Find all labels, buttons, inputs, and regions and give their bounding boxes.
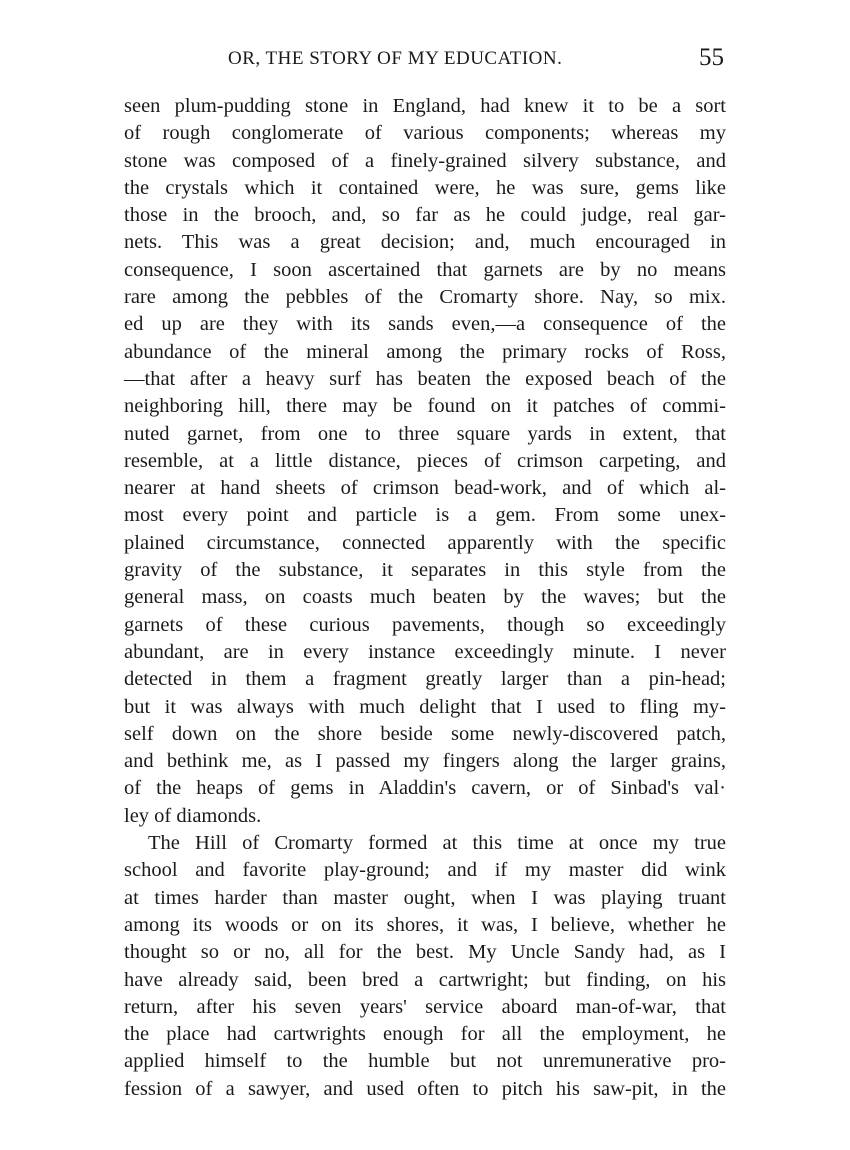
- text-line: at times harder than master ought, when I was playing truant: [124, 886, 726, 909]
- text-line: but it was always with much delight that I used to fling my-: [124, 695, 726, 718]
- running-head: [124, 44, 724, 76]
- text-line: of rough conglomerate of various components; whereas my: [124, 122, 726, 145]
- running-title: OR, THE STORY OF MY EDUCATION.: [228, 48, 563, 69]
- text-line: abundance of the mineral among the primary rocks of Ross,: [124, 340, 726, 363]
- text-line: ed up are they with its sands even,—a consequence of the: [124, 313, 726, 336]
- text-line: rare among the pebbles of the Cromarty shore. Nay, so mix.: [124, 286, 726, 309]
- text-line: general mass, on coasts much beaten by the waves; but the: [124, 586, 726, 609]
- text-line: and bethink me, as I passed my fingers along the larger grains,: [124, 750, 726, 773]
- text-line: the place had cartwrights enough for all the employment, he: [124, 1023, 726, 1046]
- text-line: nuted garnet, from one to three square yards in extent, that: [124, 422, 726, 445]
- text-line: abundant, are in every instance exceedingly minute. I never: [124, 640, 726, 663]
- text-line: of the heaps of gems in Aladdin's cavern, or of Sinbad's val·: [124, 777, 726, 800]
- text-line: —that after a heavy surf has beaten the exposed beach of the: [124, 367, 726, 390]
- text-line: the crystals which it contained were, he was sure, gems like: [124, 176, 726, 199]
- text-line: applied himself to the humble but not unremunerative pro-: [124, 1050, 726, 1073]
- text-line: seen plum-pudding stone in England, had knew it to be a sort: [124, 95, 726, 117]
- paragraph-end-line: ley of diamonds.: [124, 804, 262, 827]
- paragraph-start-line: The Hill of Cromarty formed at this time at once my true: [148, 832, 726, 855]
- text-line: consequence, I soon ascertained that garnets are by no means: [124, 258, 726, 281]
- page-number: 55: [699, 44, 724, 71]
- text-line: those in the brooch, and, so far as he could judge, real gar-: [124, 204, 726, 227]
- text-line: garnets of these curious pavements, though so exceedingly: [124, 613, 726, 636]
- text-line: self down on the shore beside some newly-discovered patch,: [124, 722, 726, 745]
- text-line: nearer at hand sheets of crimson bead-work, and of which al-: [124, 477, 726, 500]
- text-line: thought so or no, all for the best. My Uncle Sandy had, as I: [124, 941, 726, 964]
- text-line: neighboring hill, there may be found on it patches of commi-: [124, 395, 726, 418]
- text-line: plained circumstance, connected apparently with the specific: [124, 531, 726, 554]
- body-text: [124, 93, 726, 1103]
- text-line: nets. This was a great decision; and, much encouraged in: [124, 231, 726, 254]
- text-line: school and favorite play-ground; and if my master did wink: [124, 859, 726, 882]
- text-line: among its woods or on its shores, it was, I believe, whether he: [124, 913, 726, 936]
- text-line: detected in them a fragment greatly larger than a pin-head;: [124, 668, 726, 691]
- text-line: resemble, at a little distance, pieces of crimson carpeting, and: [124, 449, 726, 472]
- text-line: return, after his seven years' service aboard man-of-war, that: [124, 995, 726, 1018]
- text-line: have already said, been bred a cartwright; but finding, on his: [124, 968, 726, 991]
- text-line: stone was composed of a finely-grained silvery substance, and: [124, 149, 726, 172]
- text-line: most every point and particle is a gem. From some unex-: [124, 504, 726, 527]
- text-line: gravity of the substance, it separates in this style from the: [124, 559, 726, 582]
- text-line: fession of a sawyer, and used often to pitch his saw-pit, in the: [124, 1077, 726, 1100]
